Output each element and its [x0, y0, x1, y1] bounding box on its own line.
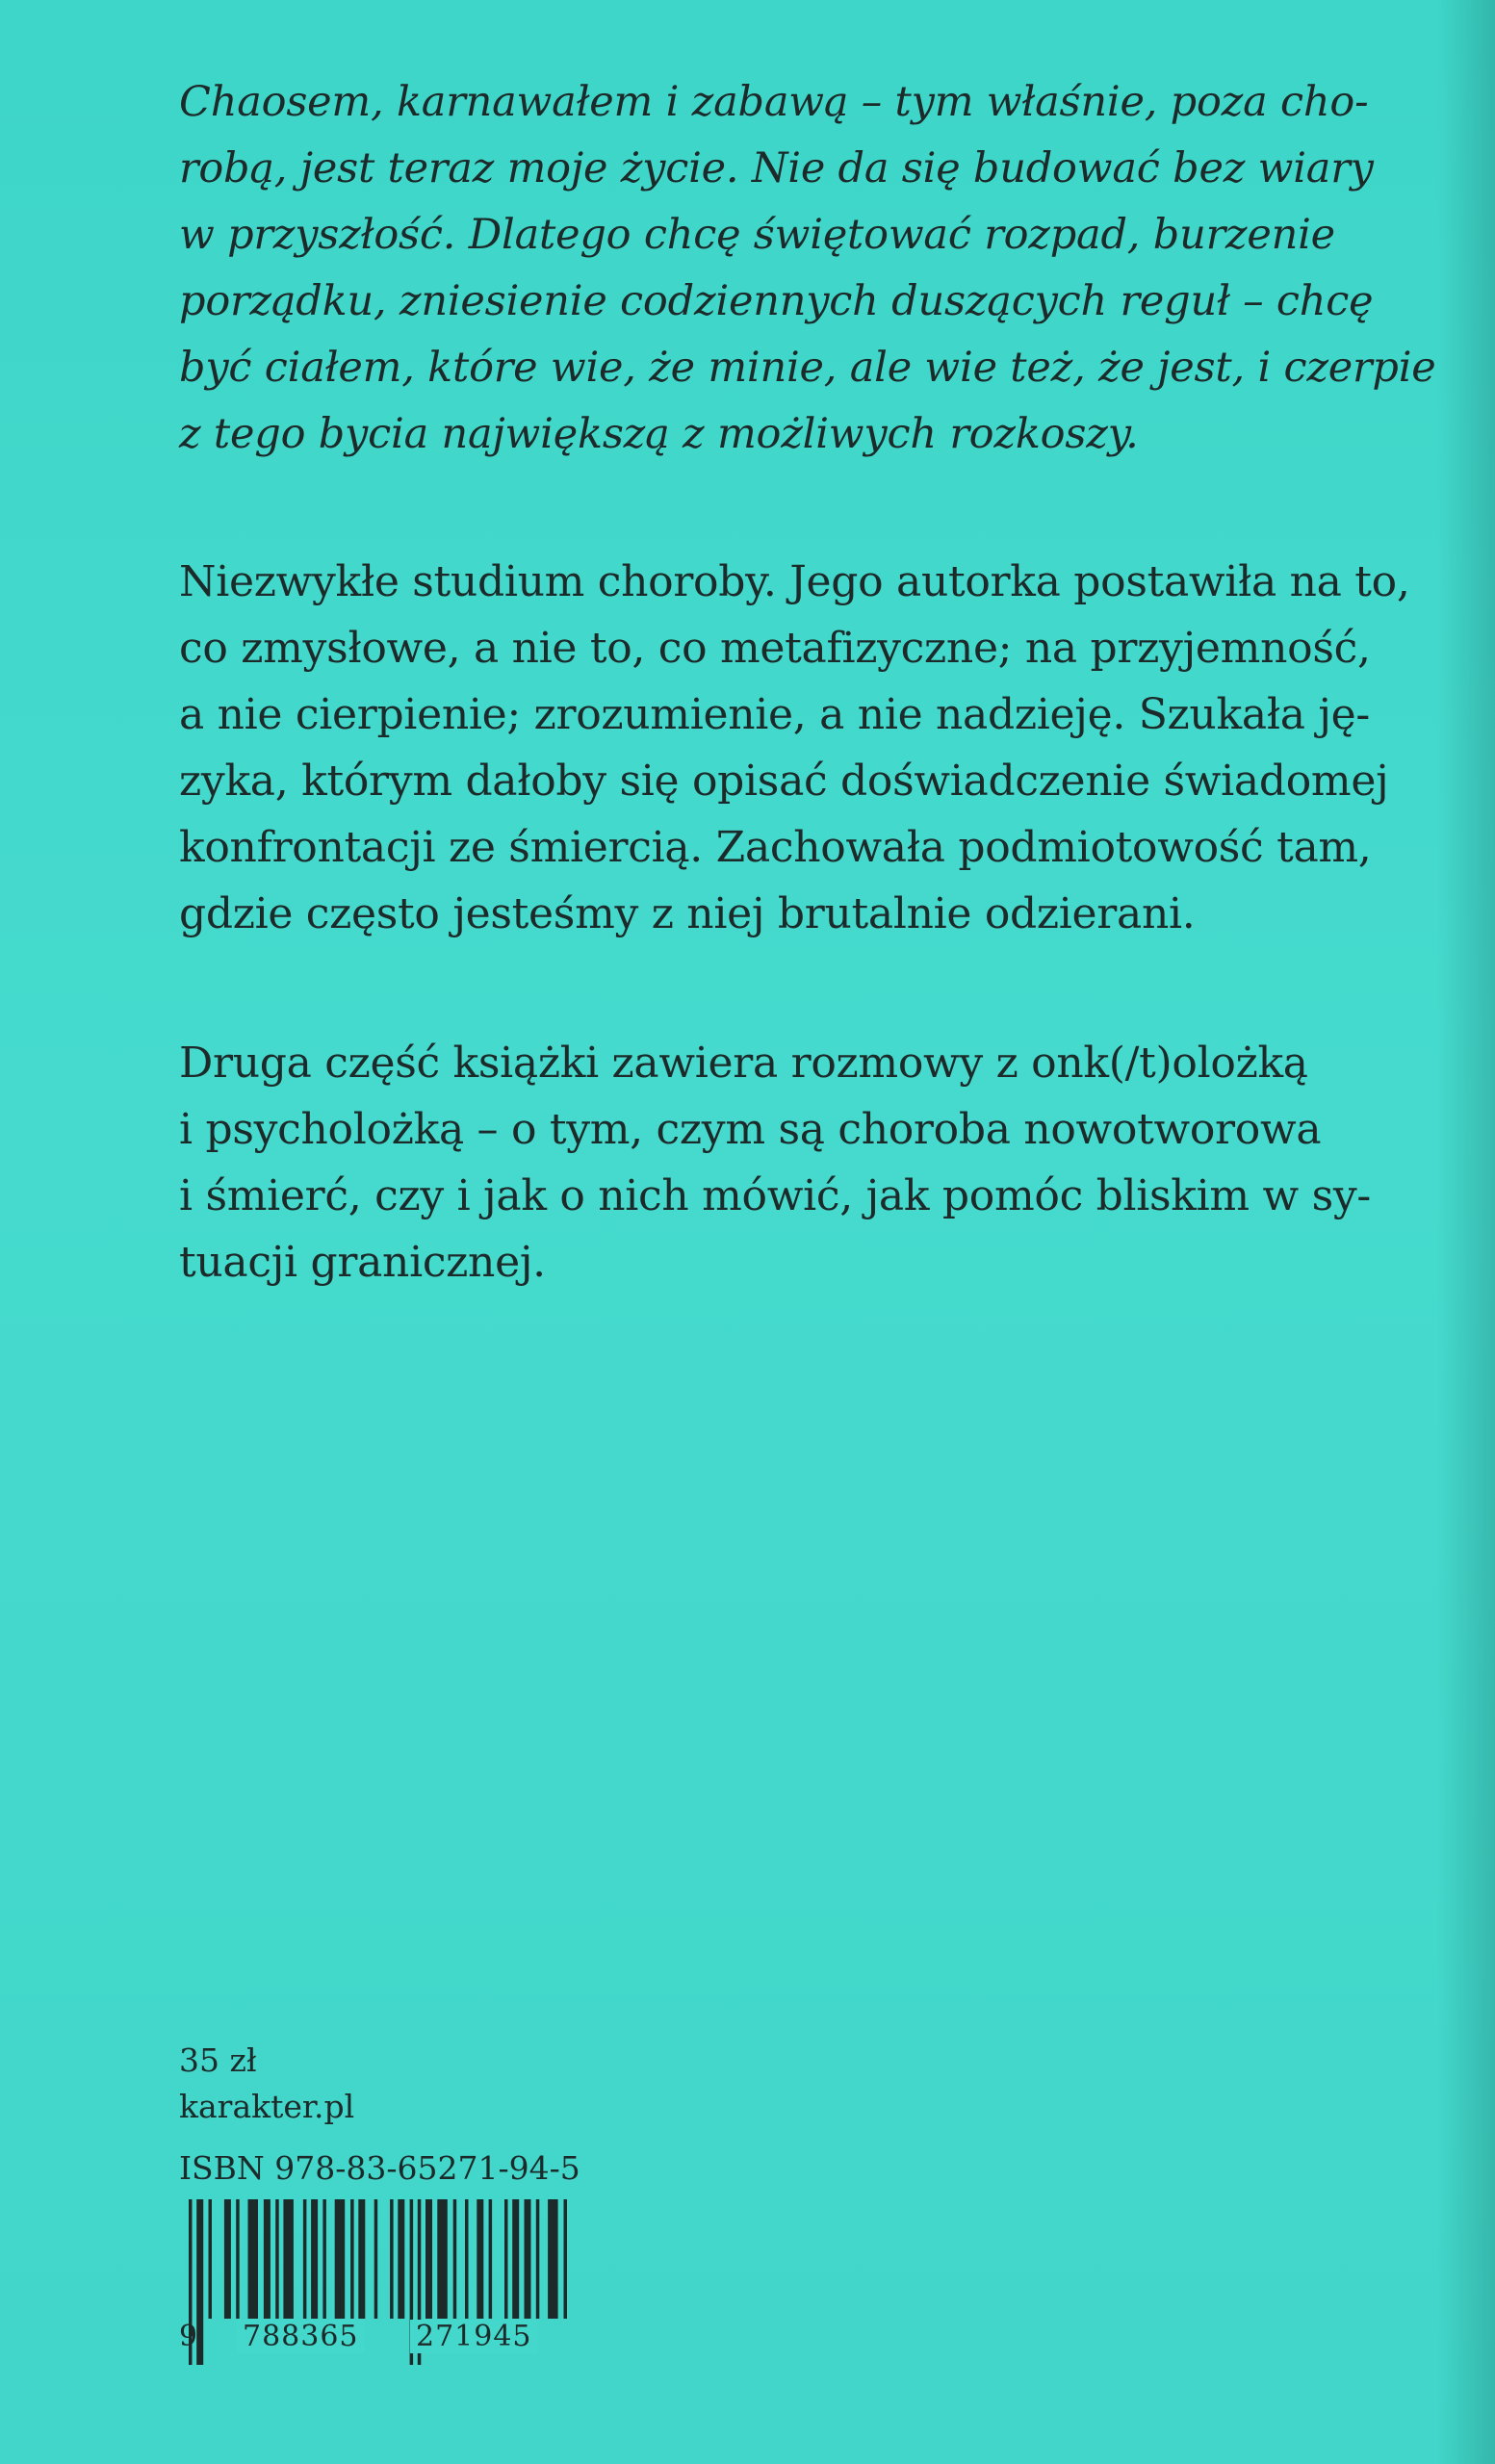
barcode-bar	[358, 2199, 365, 2319]
second-part-paragraph	[179, 1030, 1371, 1296]
barcode-bar	[303, 2199, 307, 2319]
barcode-bar	[536, 2199, 540, 2319]
quote-line: porządku, zniesienie codziennych duszących reguł – chcę	[179, 277, 1374, 325]
barcode-bar	[512, 2199, 519, 2319]
barcode-bar	[311, 2199, 318, 2319]
barcode-bar	[209, 2199, 213, 2319]
description-line: a nie cierpienie; zrozumienie, a nie nadzieję. Szukała ję-	[179, 690, 1370, 739]
description-line: gdzie często jesteśmy z niej brutalnie odzierani.	[179, 889, 1196, 938]
barcode-bar	[477, 2199, 483, 2319]
barcode-bar	[504, 2199, 508, 2319]
description-line: konfrontacji ze śmiercią. Zachowała podmiotowość tam,	[179, 823, 1372, 872]
barcode-first-digit: 9	[179, 2320, 198, 2353]
barcode-bar	[275, 2199, 279, 2319]
description-paragraph	[179, 549, 1410, 947]
italic-quote	[179, 69, 1436, 468]
barcode-bar	[453, 2199, 457, 2319]
barcode-bar	[390, 2199, 394, 2319]
barcode-bar	[489, 2199, 493, 2319]
barcode-left-group: 788365	[237, 2320, 365, 2353]
second-part-line: i śmierć, czy i jak o nich mówić, jak pomóc bliskim w sy-	[179, 1171, 1371, 1220]
quote-line: w przyszłość. Dlatego chcę świętować rozpad, burzenie	[179, 211, 1335, 259]
barcode-bar	[437, 2199, 448, 2319]
barcode-bar	[322, 2199, 326, 2319]
second-part-line: Druga część książki zawiera rozmowy z onk(/t)olożką	[179, 1039, 1308, 1088]
barcode-bar	[248, 2199, 259, 2319]
quote-line: robą, jest teraz moje życie. Nie da się budować bez wiary	[179, 144, 1374, 192]
barcode-bar	[264, 2199, 271, 2319]
barcode-bar	[236, 2199, 240, 2319]
description-line: zyka, którym dałoby się opisać doświadczenie świadomej	[179, 757, 1389, 806]
second-part-line: tuacji granicznej.	[179, 1238, 546, 1287]
barcode-bar	[465, 2199, 469, 2319]
publisher-website: karakter.pl	[179, 2088, 355, 2125]
second-part-line: i psycholożką – o tym, czym są choroba nowotworowa	[179, 1105, 1322, 1154]
quote-line: być ciałem, które wie, że minie, ale wie też, że jest, i czerpie	[179, 344, 1436, 392]
barcode-bar	[350, 2199, 354, 2319]
barcode-right-group: 271945	[410, 2320, 538, 2353]
price-label: 35 zł	[179, 2041, 257, 2079]
quote-line: z tego bycia największą z możliwych rozkoszy.	[179, 410, 1139, 458]
barcode-bar	[374, 2199, 378, 2319]
barcode-digits	[179, 2320, 574, 2364]
barcode-bar	[335, 2199, 346, 2319]
isbn-number: ISBN 978-83-65271-94-5	[179, 2149, 580, 2187]
description-line: co zmysłowe, a nie to, co metafizyczne; na przyjemność,	[179, 624, 1371, 673]
barcode-bar	[224, 2199, 231, 2319]
barcode-bar	[283, 2199, 294, 2319]
barcode-bar	[398, 2199, 404, 2319]
description-line: Niezwykłe studium choroby. Jego autorka postawiła na to,	[179, 557, 1410, 606]
barcode-bar	[425, 2199, 432, 2319]
barcode-bar	[564, 2199, 568, 2319]
quote-line: Chaosem, karnawałem i zabawą – tym właśnie, poza cho-	[179, 78, 1369, 126]
barcode-bar	[548, 2199, 558, 2319]
barcode-bar	[525, 2199, 531, 2319]
